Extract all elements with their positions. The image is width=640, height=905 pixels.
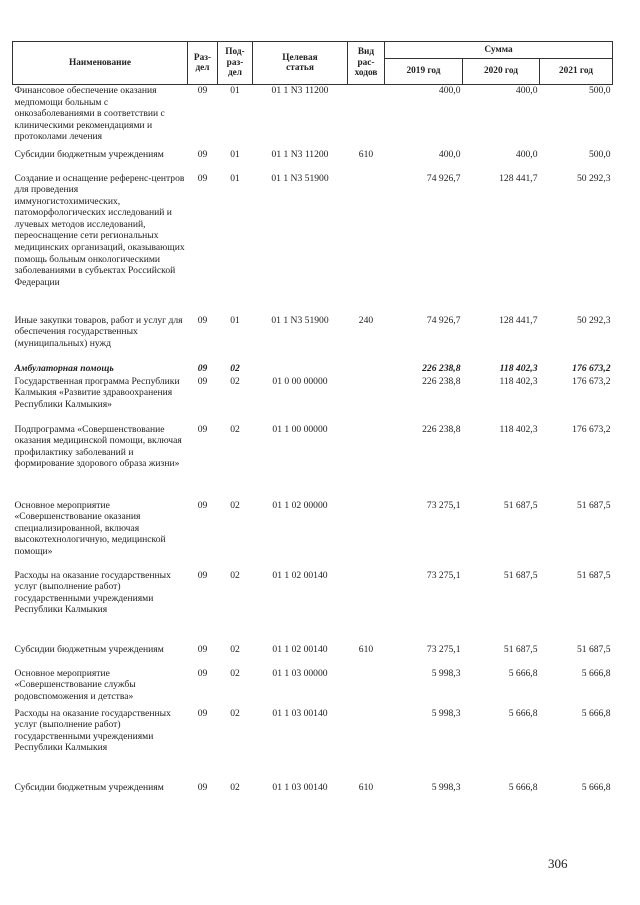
table-row xyxy=(13,424,613,500)
row-vid: 610 xyxy=(358,643,374,655)
table-row xyxy=(13,315,613,363)
header-target: Целевая статья xyxy=(253,42,348,85)
row-value-2020: 5 666,8 xyxy=(508,707,538,719)
row-razdel: 09 xyxy=(197,148,208,160)
row-value-2020: 51 687,5 xyxy=(503,569,538,581)
row-value-2020: 118 402,3 xyxy=(499,375,538,387)
row-value-2021: 5 666,8 xyxy=(581,781,611,793)
row-value-2021: 51 687,5 xyxy=(576,643,611,655)
row-name: Субсидии бюджетным учреждениям xyxy=(14,148,164,160)
row-razdel: 09 xyxy=(197,362,208,374)
row-vid xyxy=(348,424,385,500)
row-name: Расходы на оказание государственных услуг (выполнение работ) государственными учреждениями Республики Калмыкия xyxy=(14,707,171,754)
row-target: 01 1 02 00000 xyxy=(272,499,328,511)
row-razdel: 09 xyxy=(197,375,208,387)
row-podrazdel: 01 xyxy=(230,172,240,184)
row-vid xyxy=(348,85,385,149)
row-target: 01 1 02 00140 xyxy=(272,569,328,581)
row-value-2020: 128 441,7 xyxy=(499,172,538,184)
row-value-2019: 74 926,7 xyxy=(426,314,461,326)
row-value-2021: 5 666,8 xyxy=(581,667,611,679)
row-vid: 240 xyxy=(358,314,374,326)
row-name: Субсидии бюджетным учреждениям xyxy=(14,781,164,793)
row-value-2019: 5 998,3 xyxy=(431,667,461,679)
row-target: 01 1 03 00000 xyxy=(272,667,328,679)
table-row xyxy=(13,782,613,808)
row-target: 01 1 N3 51900 xyxy=(271,314,329,326)
row-value-2019: 400,0 xyxy=(438,85,461,96)
row-vid xyxy=(348,570,385,644)
row-podrazdel: 02 xyxy=(230,643,240,655)
row-name: Финансовое обеспечение оказания медпомощи больным с онкозаболеваниями в соответствии с клиническими рекомендациями и протоколами лечения xyxy=(14,85,165,143)
row-target xyxy=(253,363,348,376)
row-value-2021: 5 666,8 xyxy=(581,707,611,719)
row-podrazdel: 02 xyxy=(230,499,240,511)
row-razdel: 09 xyxy=(197,707,208,719)
table-row xyxy=(13,85,613,149)
row-vid: 610 xyxy=(358,148,374,160)
row-razdel: 09 xyxy=(197,85,208,96)
row-name: Создание и оснащение референс-центров для проведения иммуногистохимических, патоморфологических исследований и лучевых методов исследований, переоснащение сети региональных медицинских организаций, оказывающих помощь больным онкологическими заболеваниями в субъектах Российской Федерации xyxy=(14,172,185,288)
row-name: Основное мероприятие «Совершенствование оказания специализированной, включая высокотехнологичную, медицинской помощи» xyxy=(14,499,166,557)
row-podrazdel: 01 xyxy=(230,85,240,96)
budget-table xyxy=(12,41,613,808)
row-podrazdel: 02 xyxy=(230,569,240,581)
row-value-2020: 118 402,3 xyxy=(499,362,538,374)
row-value-2020: 51 687,5 xyxy=(503,643,538,655)
row-value-2021: 176 673,2 xyxy=(572,362,611,374)
row-vid xyxy=(348,500,385,570)
header-year-2020: 2020 год xyxy=(463,59,540,85)
row-target: 01 1 03 00140 xyxy=(272,781,328,793)
header-vid: Вид рас- ходов xyxy=(348,42,385,85)
row-podrazdel: 02 xyxy=(230,781,240,793)
row-target: 01 1 N3 11200 xyxy=(271,148,329,160)
row-target: 01 0 00 00000 xyxy=(272,375,328,387)
row-vid xyxy=(348,668,385,708)
row-value-2020: 128 441,7 xyxy=(499,314,538,326)
row-razdel: 09 xyxy=(197,569,208,581)
table-row xyxy=(13,570,613,644)
row-value-2020: 5 666,8 xyxy=(508,667,538,679)
row-value-2021: 176 673,2 xyxy=(572,423,611,435)
row-value-2021: 50 292,3 xyxy=(576,314,611,326)
table-row xyxy=(13,363,613,376)
row-vid xyxy=(348,363,385,376)
table-row xyxy=(13,708,613,782)
row-target: 01 1 02 00140 xyxy=(272,643,328,655)
row-value-2021: 500,0 xyxy=(588,148,611,160)
row-name: Расходы на оказание государственных услуг (выполнение работ) государственными учреждениями Республики Калмыкия xyxy=(14,569,171,616)
row-razdel: 09 xyxy=(197,172,208,184)
row-value-2021: 500,0 xyxy=(588,85,611,96)
row-vid xyxy=(348,708,385,782)
row-name: Основное мероприятие «Совершенствование службы родовспоможения и детства» xyxy=(14,667,136,702)
row-value-2020: 5 666,8 xyxy=(508,781,538,793)
table-row xyxy=(13,644,613,668)
row-target: 01 1 03 00140 xyxy=(272,707,328,719)
table-row xyxy=(13,173,613,315)
row-podrazdel: 01 xyxy=(230,314,240,326)
row-value-2019: 226 238,8 xyxy=(422,423,461,435)
row-razdel: 09 xyxy=(197,667,208,679)
row-razdel: 09 xyxy=(197,781,208,793)
row-name: Субсидии бюджетным учреждениям xyxy=(14,643,164,655)
row-vid xyxy=(348,173,385,315)
row-target: 01 1 00 00000 xyxy=(272,423,328,435)
row-value-2019: 226 238,8 xyxy=(422,362,461,374)
row-value-2019: 400,0 xyxy=(438,148,461,160)
header-podrazdel: Под- раз- дел xyxy=(218,42,253,85)
row-razdel: 09 xyxy=(197,423,208,435)
row-value-2021: 51 687,5 xyxy=(576,499,611,511)
row-vid xyxy=(348,376,385,424)
row-value-2021: 176 673,2 xyxy=(572,375,611,387)
row-value-2020: 51 687,5 xyxy=(503,499,538,511)
table-row xyxy=(13,149,613,173)
row-razdel: 09 xyxy=(197,499,208,511)
row-value-2019: 73 275,1 xyxy=(426,499,461,511)
row-value-2019: 226 238,8 xyxy=(422,375,461,387)
row-podrazdel: 02 xyxy=(230,423,240,435)
row-value-2021: 51 687,5 xyxy=(576,569,611,581)
table-row xyxy=(13,376,613,424)
row-value-2020: 400,0 xyxy=(515,148,538,160)
table-row xyxy=(13,668,613,708)
header-year-2019: 2019 год xyxy=(385,59,463,85)
row-podrazdel: 02 xyxy=(230,667,240,679)
row-value-2020: 118 402,3 xyxy=(499,423,538,435)
row-name: Государственная программа Республики Калмыкия «Развитие здравоохранения Республики Калмыкия» xyxy=(14,375,180,410)
header-sum: Сумма xyxy=(385,42,613,59)
page-number: 306 xyxy=(548,856,568,871)
row-razdel: 09 xyxy=(197,314,208,326)
row-value-2020: 400,0 xyxy=(515,85,538,96)
row-value-2019: 5 998,3 xyxy=(431,781,461,793)
header-year-2021: 2021 год xyxy=(540,59,613,85)
row-podrazdel: 01 xyxy=(230,148,240,160)
row-name: Амбулаторная помощь xyxy=(14,362,114,374)
row-value-2019: 73 275,1 xyxy=(426,569,461,581)
header-name: Наименование xyxy=(13,42,188,85)
table-row xyxy=(13,500,613,570)
row-target: 01 1 N3 11200 xyxy=(271,85,329,96)
row-podrazdel: 02 xyxy=(230,707,240,719)
row-value-2019: 5 998,3 xyxy=(431,707,461,719)
row-podrazdel: 02 xyxy=(230,362,240,374)
row-value-2019: 74 926,7 xyxy=(426,172,461,184)
row-name: Иные закупки товаров, работ и услуг для обеспечения государственных (муниципальных) нужд xyxy=(14,314,183,349)
row-target: 01 1 N3 51900 xyxy=(271,172,329,184)
row-value-2021: 50 292,3 xyxy=(576,172,611,184)
row-vid: 610 xyxy=(358,781,374,793)
row-name: Подпрограмма «Совершенствование оказания медицинской помощи, включая профилактику заболеваний и формирование здорового образа жизни» xyxy=(14,423,182,470)
header-razdel: Раз- дел xyxy=(188,42,218,85)
row-value-2019: 73 275,1 xyxy=(426,643,461,655)
row-razdel: 09 xyxy=(197,643,208,655)
row-podrazdel: 02 xyxy=(230,375,240,387)
table-body xyxy=(13,85,613,808)
